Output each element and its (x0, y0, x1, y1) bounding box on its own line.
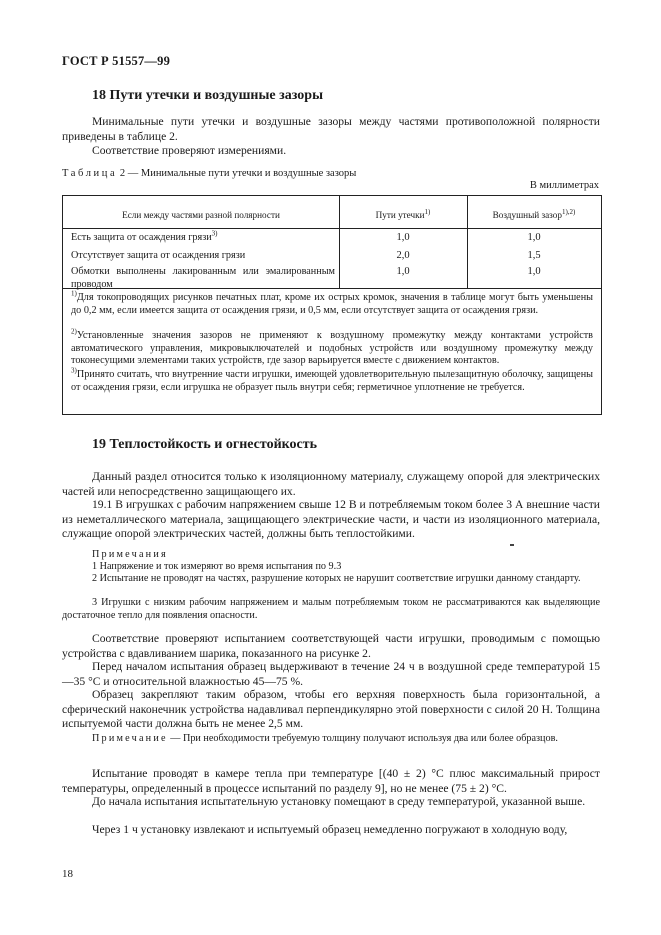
section-19-paragraph-1: Данный раздел относится только к изоляционному материалу, служащему опорой для электрических частей или непосредственно защищающего их. (62, 470, 600, 498)
section-18-paragraph-1: Минимальные пути утечки и воздушные зазоры между частями противоположной полярности приведены в таблице 2. (62, 115, 600, 143)
table-row-1-clearance: 1,0 (527, 232, 541, 243)
section-19-paragraph-8: Через 1 ч установку извлекают и испытуемый образец немедленно погружают в холодную воду, (92, 823, 568, 836)
table-caption-label: Таблица (62, 168, 118, 179)
table-row-2-label: Отсутствует защита от осаждения грязи (71, 250, 246, 261)
section-19-note-label: Примечание (92, 733, 168, 744)
section-19-1-paragraph: 19.1 В игрушках с рабочим напряжением свыше 12 В и потребляемым током более 3 А внешние части из неметаллического материала, защищающего электрические части, и части из изоляционного материала, служащие опорой электрических частей, должны быть теплостойкими. (62, 498, 600, 541)
table-caption (62, 168, 356, 179)
table-units: В миллиметрах (529, 180, 599, 191)
section-19-paragraph-3: Соответствие проверяют испытанием соответствующей части игрушки, проводимым с помощью устройства с вдавливанием шарика, показанного на рисунке 2. (62, 632, 600, 660)
section-19-note-1: 1 Напряжение и ток измеряют во время испытания по 9.3 (92, 561, 342, 572)
table-row-1-creepage: 1,0 (396, 232, 410, 243)
section-18-paragraph-2: Соответствие проверяют измерениями. (92, 144, 287, 157)
section-19-paragraph-5: Образец закрепляют таким образом, чтобы его верхняя поверхность была горизонтальной, а сферический наконечник устройства надавливал перпендикулярно этой поверхности с силой 20 Н. Толщина испытуемой части должна быть не менее 2,5 мм. (62, 688, 600, 731)
table-row-3-creepage: 1,0 (396, 266, 410, 277)
table-row-3-label: Обмотки выполнены лакированным или эмалированным проводом (71, 266, 335, 290)
table-caption-text: 2 — Минимальные пути утечки и воздушные зазоры (119, 168, 357, 179)
table-row-2-creepage: 2,0 (396, 250, 410, 261)
table-row-2-clearance: 1,5 (527, 250, 541, 261)
section-19-note-3: 3 Игрушки с низким рабочим напряжением и малым потребляемым током не рассматриваются как выделяющие достаточное тепло для появления опасности. (62, 597, 600, 621)
section-19-note-2: 2 Испытание не проводят на частях, разрушение которых не нарушит соответствие игрушки данному стандарту. (92, 573, 581, 584)
scan-mark (510, 544, 514, 546)
table-header-rule (63, 228, 601, 229)
section-19-note-block (62, 733, 600, 746)
table-note-2: $^{2)}$Установленные значения зазоров не применяют к воздушному промежутку между контактами устройств автоматического управления, микровыключателей и подобных устройств или воздушному промежутку между токонесущими элементами таких устройств, где зазор варьируется вместе с движением контактов. (71, 327, 593, 367)
standard-header: ГОСТ Р 51557—99 (62, 54, 171, 68)
table-row-1-label: Есть защита от осаждения грязи$^{3)}$ (71, 229, 218, 243)
table-2 (62, 195, 602, 415)
section-19-notes-title: Примечания (92, 549, 168, 560)
page-number: 18 (62, 868, 73, 880)
section-19-paragraph-4: Перед началом испытания образец выдерживают в течение 24 ч в воздушной среде температурой 15—35 °С и относительной влажностью 45—75 %. (62, 660, 600, 688)
section-19-paragraph-7: До начала испытания испытательную установку помещают в среду температурой, указанной выше. (92, 795, 586, 808)
table-note-1: $^{1)}$Для токопроводящих рисунков печатных плат, кроме их острых кромок, значения в таблице могут быть уменьшены до 0,2 мм, если имеется защита от осаждения грязи, и 0,5 мм, если отсутствует защита от осаждения грязи. (71, 289, 593, 316)
section-19-paragraph-6: Испытание проводят в камере тепла при температуре [(40 ± 2) °С плюс максимальный прирост температуры, определенный в процессе испытаний по разделу 9], но не менее (75 ± 2) °С. (62, 767, 600, 795)
table-header-condition: Если между частями разной полярности (122, 210, 280, 220)
table-header-creepage: Пути утечки$^{1)}$ (375, 207, 431, 220)
section-19-note-text: — При необходимости требуемую толщину получают используя два или более образцов. (170, 733, 558, 744)
table-row-3-clearance: 1,0 (527, 266, 541, 277)
section-18-title: 18 Пути утечки и воздушные зазоры (92, 88, 324, 103)
section-19-title: 19 Теплостойкость и огнестойкость (92, 437, 318, 452)
table-header-clearance: Воздушный зазор$^{1),2)}$ (492, 207, 576, 220)
table-note-3: $^{3)}$Принято считать, что внутренние части игрушки, имеющей удовлетворительную пылезащитную оболочку, защищены от осаждения грязи, если игрушка не образует пыль внутри себя; герметичное уплотнение не требуется. (71, 366, 593, 393)
